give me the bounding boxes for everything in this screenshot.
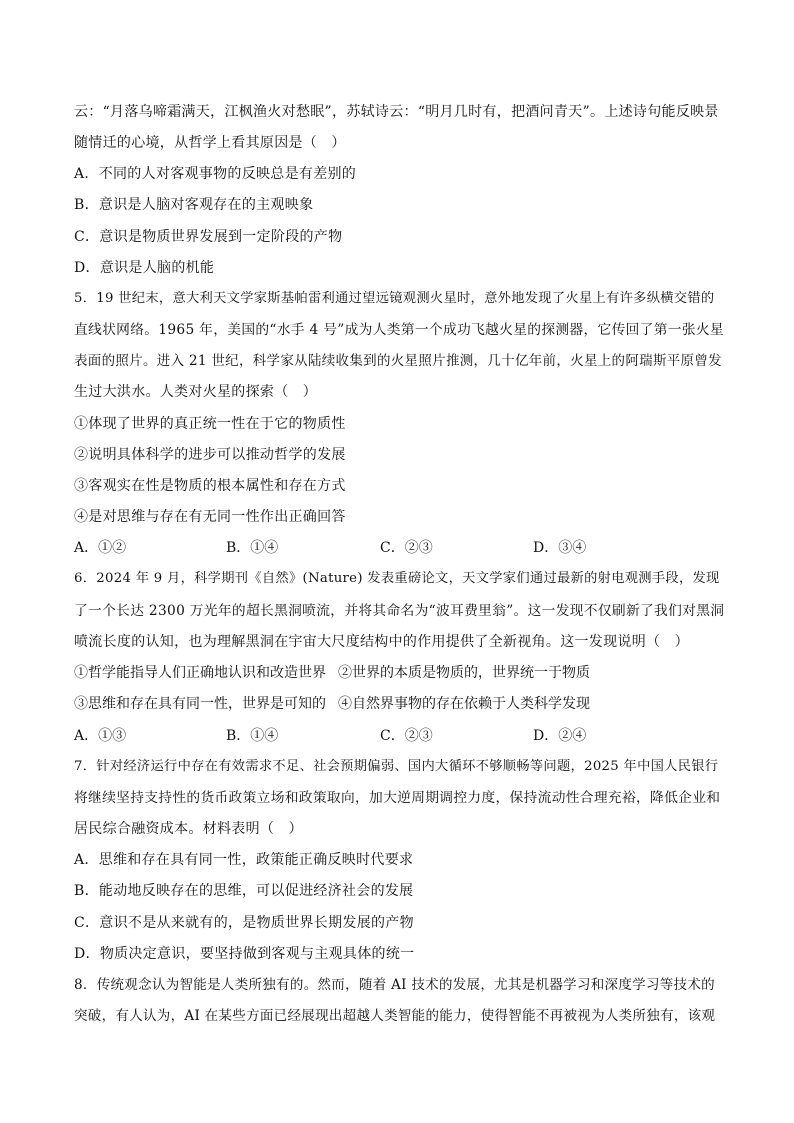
q7-option-d: D．物质决定意识，要坚持做到客观与主观具体的统一 bbox=[74, 946, 415, 962]
q7-option-a: A．思维和存在具有同一性，政策能正确反映时代要求 bbox=[74, 852, 414, 868]
q4-option-a: A．不同的人对客观事物的反映总是有差别的 bbox=[74, 166, 357, 182]
q7-option-c: C．意识不是从来就有的，是物质世界长期发展的产物 bbox=[74, 915, 414, 931]
q4-option-c: C．意识是物质世界发展到一定阶段的产物 bbox=[74, 229, 343, 245]
q5-stem-line-3: 表面的照片。进入 21 世纪，科学家从陆续收集到的火星照片推测，几十亿年前，火星上的阿瑞斯平原曾发 bbox=[74, 353, 722, 369]
q7-stem-line-1: 7．针对经济运行中存在有效需求不足、社会预期偏弱、国内大循环不够顺畅等问题，2025 年中国人民银行 bbox=[74, 759, 719, 774]
q5-option-d: D．③④ bbox=[533, 540, 587, 556]
q5-statement-4: ④是对思维与存在有无同一性作出正确回答 bbox=[74, 509, 346, 525]
q5-stem-line-1: 5．19 世纪末，意大利天文学家斯基帕雷利通过望远镜观测火星时，意外地发现了火星上有许多纵横交错的 bbox=[74, 291, 715, 306]
q5-stem-line-4: 生过大洪水。人类对火星的探索（ ） bbox=[74, 384, 318, 400]
q6-option-a: A．①③ bbox=[74, 728, 127, 744]
q5-option-a: A．①② bbox=[74, 540, 127, 556]
q5-statement-3: ③客观实在性是物质的根本属性和存在方式 bbox=[74, 478, 346, 494]
q7-stem-line-2: 将继续坚持支持性的货币政策立场和政策取向，加大逆周期调控力度，保持流动性合理充裕，降低企业和 bbox=[74, 790, 721, 806]
q6-statements-row-2 bbox=[74, 694, 724, 714]
q6-statement-1: ①哲学能指导人们正确地认识和改造世界 bbox=[74, 665, 326, 681]
q6-options-row bbox=[74, 726, 724, 746]
q6-statement-4: ④自然界事物的存在依赖于人类科学发现 bbox=[338, 696, 590, 712]
q8-stem-line-2: 突破，有人认为，AI 在某些方面已经展现出超越人类智能的能力，使得智能不再被视为人类所独有，该观 bbox=[74, 1008, 716, 1024]
q4-option-d: D．意识是人脑的机能 bbox=[74, 260, 215, 276]
q6-stem-line-2: 了一个长达 2300 万光年的超长黑洞喷流，并将其命名为“波耳费里翁”。这一发现不仅刷新了我们对黑洞 bbox=[74, 603, 725, 619]
q7-stem-line-3: 居民综合融资成本。材料表明（ ） bbox=[74, 821, 303, 837]
q6-option-c: C．②③ bbox=[380, 728, 433, 744]
q7-option-b: B．能动地反映存在的思维，可以促进经济社会的发展 bbox=[74, 883, 414, 899]
q6-stem-line-3: 喷流长度的认知，也为理解黑洞在宇宙大尺度结构中的作用提供了全新视角。这一发现说明（ ） bbox=[74, 634, 689, 650]
q6-statement-2: ②世界的本质是物质的，世界统一于物质 bbox=[338, 665, 590, 681]
q4-stem-line-1: 云：“月落乌啼霜满天，江枫渔火对愁眠”，苏轼诗云：“明月几时有，把酒问青天”。上述诗句能反映景 bbox=[74, 104, 719, 120]
q5-stem-line-2: 直线状网络。1965 年，美国的“水手 4 号”成为人类第一个成功飞越火星的探测器，它传回了第一张火星 bbox=[74, 322, 724, 338]
q5-options-row bbox=[74, 538, 724, 558]
q5-statement-1: ①体现了世界的真正统一性在于它的物质性 bbox=[74, 416, 346, 432]
q5-statement-2: ②说明具体科学的进步可以推动哲学的发展 bbox=[74, 447, 346, 463]
q8-stem-line-1: 8．传统观念认为智能是人类所独有的。然而，随着 AI 技术的发展，尤其是机器学习和深度学习等技术的 bbox=[74, 977, 715, 993]
q6-option-b: B．①④ bbox=[226, 728, 279, 744]
q6-stem-line-1: 6．2024 年 9 月，科学期刊《自然》(Nature) 发表重磅论文，天文学家们通过最新的射电观测手段，发现 bbox=[74, 571, 720, 586]
q6-statements-row-1 bbox=[74, 663, 724, 683]
q4-option-b: B．意识是人脑对客观存在的主观映象 bbox=[74, 197, 314, 213]
q4-stem-line-2: 随情迁的心境，从哲学上看其原因是（ ） bbox=[74, 135, 346, 151]
q6-statement-3: ③思维和存在具有同一性，世界是可知的 bbox=[74, 696, 326, 712]
q5-option-c: C．②③ bbox=[380, 540, 433, 556]
q6-option-d: D．②④ bbox=[533, 728, 587, 744]
q5-option-b: B．①④ bbox=[226, 540, 279, 556]
